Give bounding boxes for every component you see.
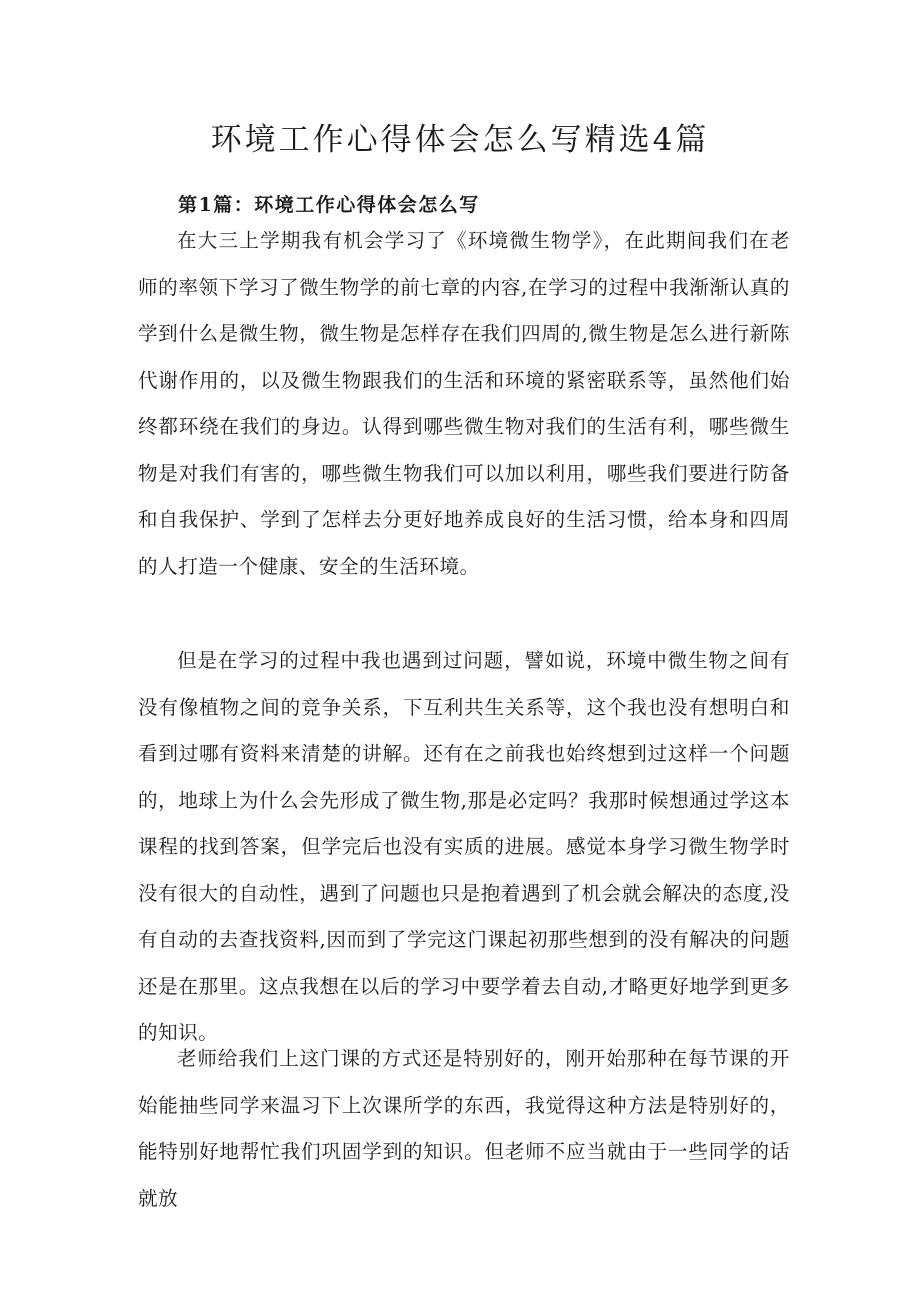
document-title: 环境工作心得体会怎么写精选4篇 <box>210 122 710 158</box>
body-paragraph-2: 但是在学习的过程中我也遇到过问题，譬如说，环境中微生物之间有没有像植物之间的竞争关系，下互利共生关系等，这个我也没有想明白和看到过哪有资料来清楚的讲解。还有在之前我也始终想到过这样一个问题的，地球上为什么会先形成了微生物,那是必定吗？我那时候想通过学这本课程的找到答案，但学完后也没有实质的进展。感觉本身学习微生物学时没有很大的自动性，遇到了问题也只是抱着遇到了机会就会解决的态度,没有自动的去查找资料,因而到了学完这门课起初那些想到的没有解决的问题还是在那里。这点我想在以后的学习中要学着去自动,才略更好地学到更多的知识。 <box>138 649 790 1044</box>
body-paragraph-1: 在大三上学期我有机会学习了《环境微生物学》，在此期间我们在老师的率领下学习了微生物学的前七章的内容,在学习的过程中我渐渐认真的学到什么是微生物，微生物是怎样存在我们四周的,微生物是怎么进行新陈代谢作用的，以及微生物跟我们的生活和环境的紧密联系等，虽然他们始终都环绕在我们的身边。认得到哪些微生物对我们的生活有利，哪些微生物是对我们有害的，哪些微生物我们可以加以利用，哪些我们要进行防备和自我保护、学到了怎样去分更好地养成良好的生活习惯，给本身和四周的人打造一个健康、安全的生活环境。 <box>138 229 790 578</box>
body-paragraph-3: 老师给我们上这门课的方式还是特别好的，刚开始那种在每节课的开始能抽些同学来温习下上次课所学的东西，我觉得这种方法是特别好的，能特别好地帮忙我们巩固学到的知识。但老师不应当就由于一些同学的话就放 <box>138 1047 790 1210</box>
section-heading: 第1篇：环境工作心得体会怎么写 <box>178 194 480 216</box>
